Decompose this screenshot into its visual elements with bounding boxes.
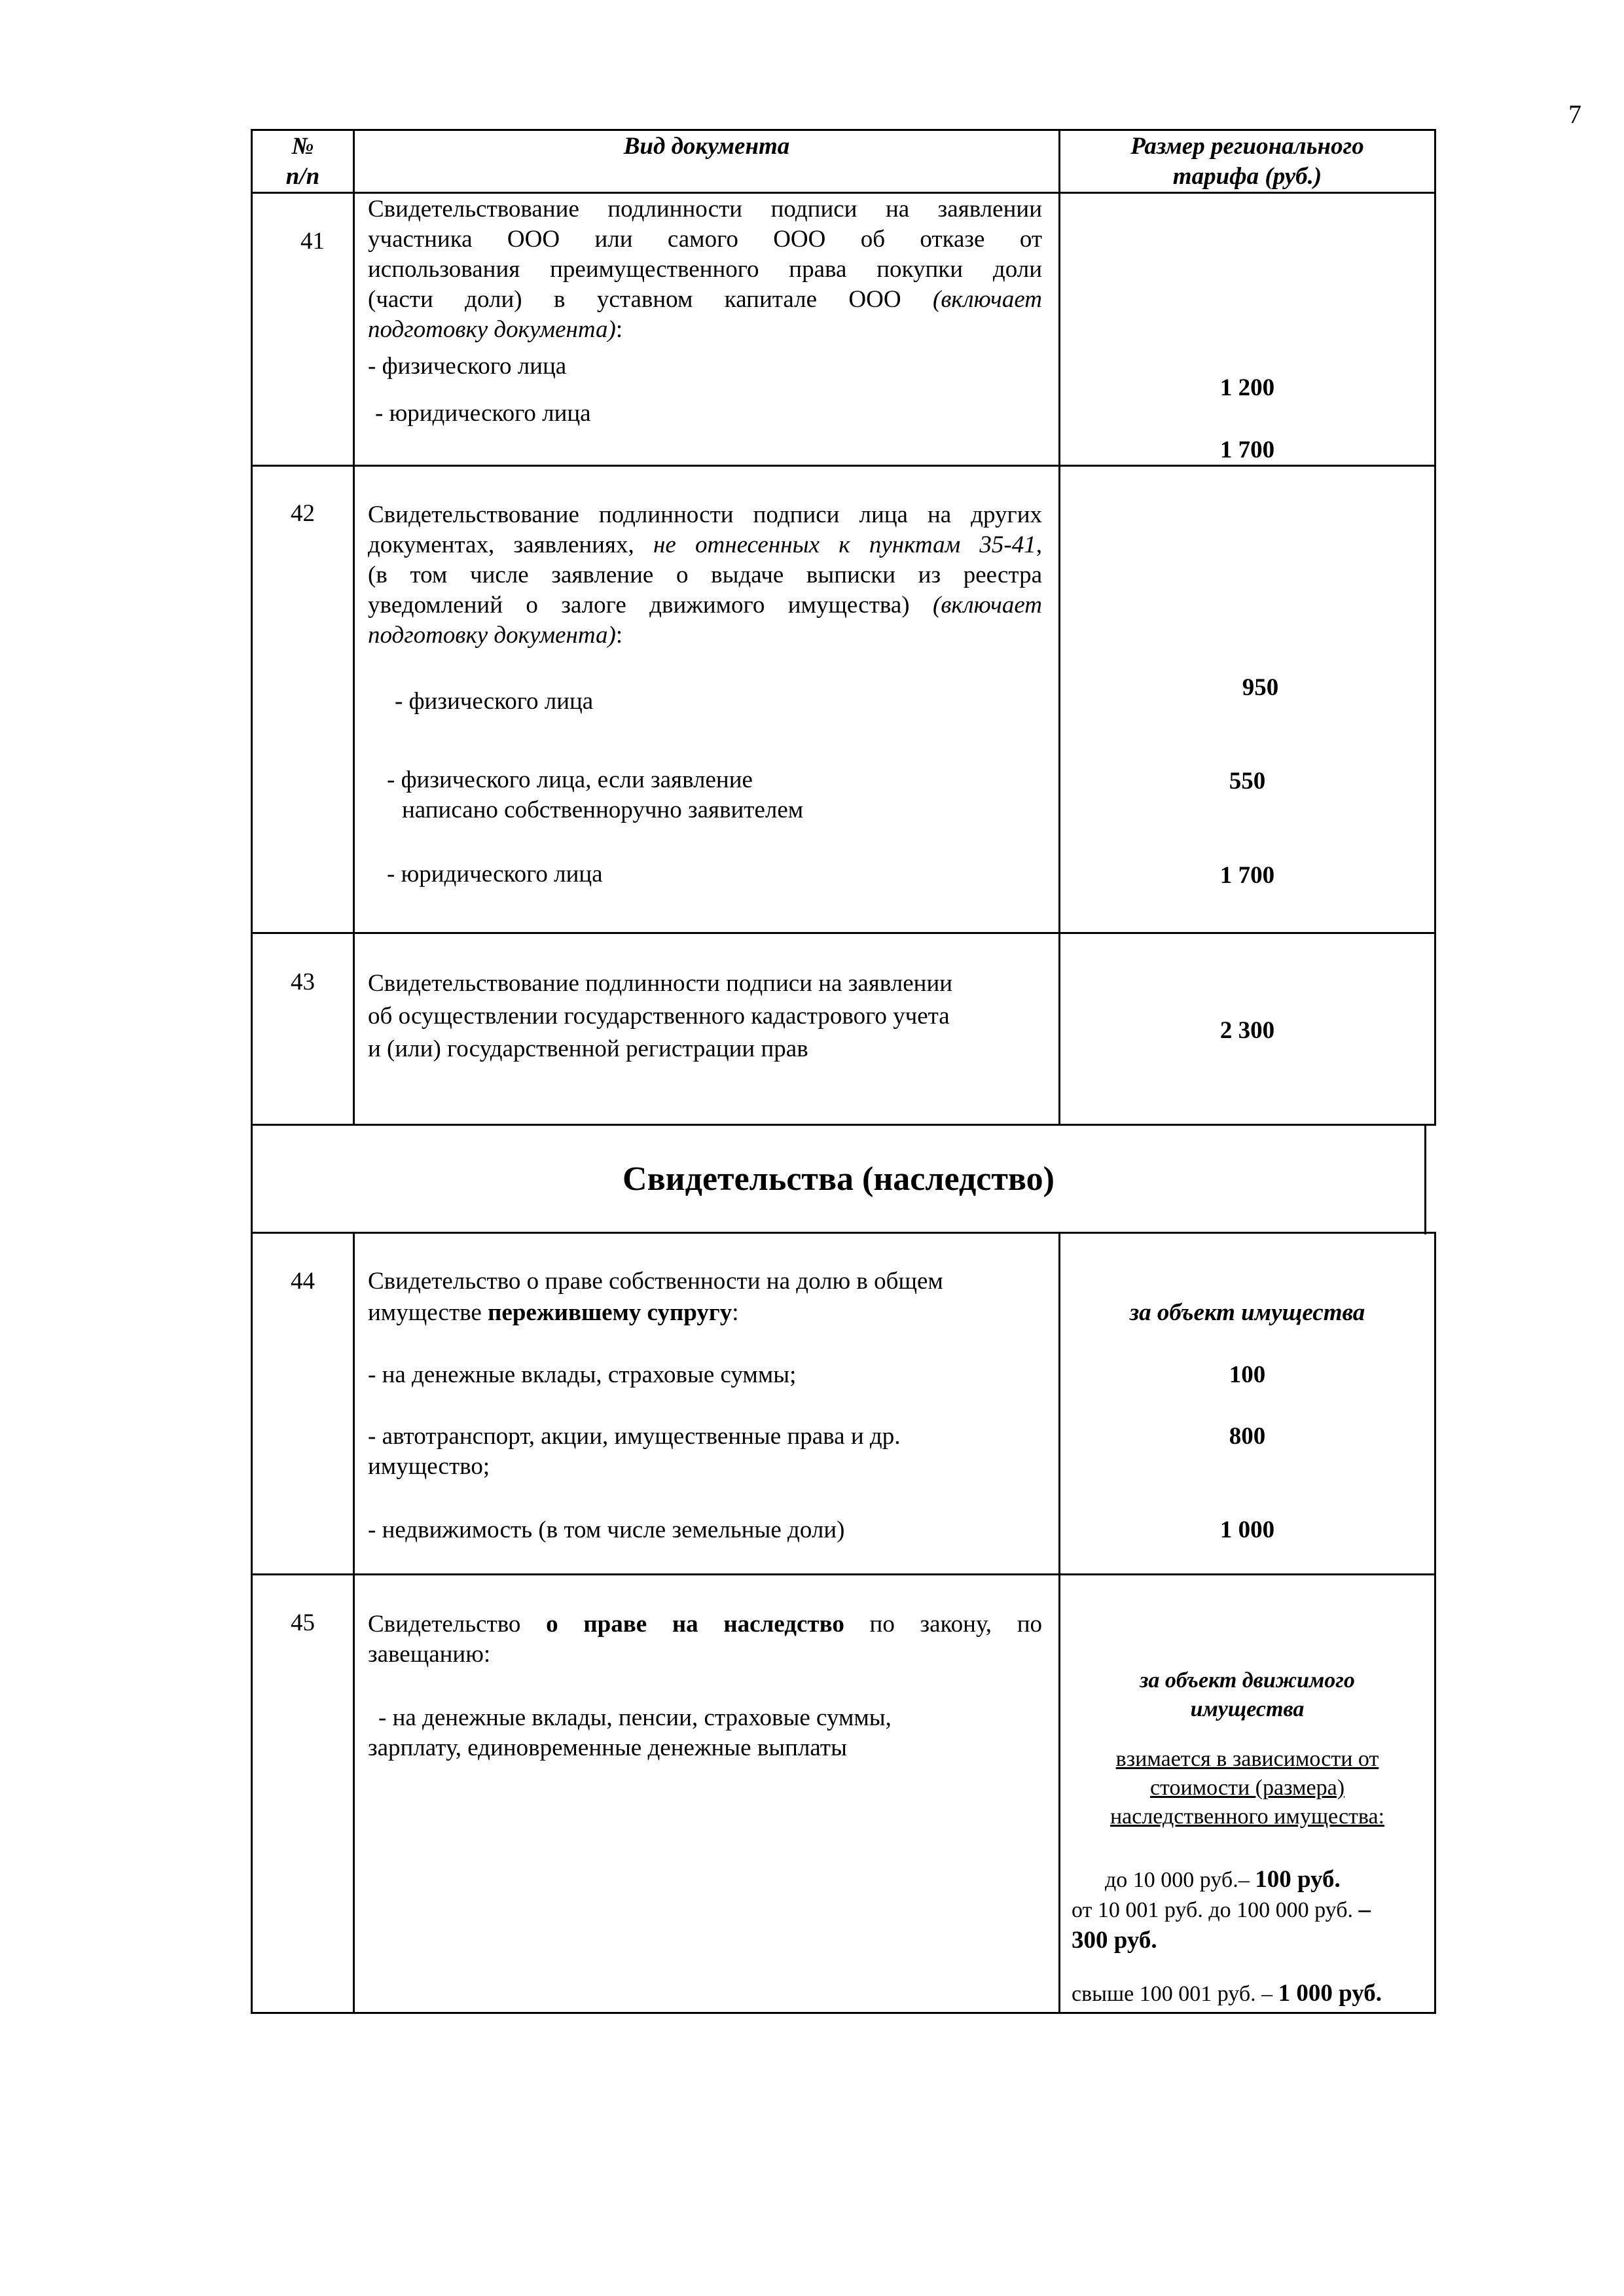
row-45-tier-2 [1072,1895,1371,1925]
table-border-bottom [251,2012,1436,2014]
row-45-desc-bold: о праве на наследство [546,1611,844,1638]
table-border-right-upper [1434,130,1436,1125]
row-41-desc-text: (части доли) в уставном капитале ООО [368,286,933,313]
row-45-unit-line2: имущества [1190,1697,1305,1721]
col-divider-1-upper [353,130,355,1125]
row-41-value-legal: 1 700 [1219,437,1275,463]
row-42-desc-italic: подготовку документа) [368,622,616,649]
row-42-item-legal: - юридического лица [387,861,603,888]
header-num-symbol: № [291,133,314,160]
row-45-desc-text: по закону, по [844,1611,1042,1638]
row-42-value-individual: 950 [1242,674,1279,701]
header-tariff-line1: Размер регионального [1130,133,1364,160]
row-45-desc-text: Свидетельство [368,1611,547,1638]
row-45-tier-2-dash: – [1358,1896,1371,1923]
row-42-desc-italic: (включает [933,592,1042,619]
row-42-item-individual-handwritten-cont: написано собственноручно заявителем [402,797,804,823]
row-44-item-realty: - недвижимость (в том числе земельные доли) [368,1516,845,1543]
row-45-tier-1 [1105,1865,1341,1895]
row-44-desc-text: имуществе [368,1299,488,1326]
row-41-desc-line: использования преимущественного права покупки доли [368,256,1042,283]
row-45-tier-1-text: до 10 000 руб.– [1105,1868,1255,1892]
row-45-tier-3 [1072,1979,1382,2009]
row-44-unit: за объект имущества [1129,1299,1365,1326]
row-42-number: 42 [291,500,315,527]
row-44-item-vehicles: - автотранспорт, акции, имущественные права и др. [368,1423,901,1450]
row-42-value-handwritten: 550 [1229,768,1266,795]
row-43-number: 43 [291,969,315,996]
row-44-item-deposits: - на денежные вклады, страховые суммы; [368,1361,797,1388]
header-doc-type: Вид документа [623,133,790,160]
row-42-item-individual-handwritten: - физического лица, если заявление [387,766,753,793]
row-41-value-individual: 1 200 [1219,374,1275,401]
row-41-item-legal: - юридического лица [375,400,591,427]
row-43-desc-line: и (или) государственной регистрации прав [368,1035,808,1062]
row-42-item-individual: - физического лица [395,688,594,715]
row-42-desc-italic: не отнесенных к пунктам 35-41, [653,531,1042,558]
row-41-desc-line: Свидетельствование подлинности подписи на заявлении [368,196,1042,223]
row-41-desc-italic: (включает [933,286,1042,313]
row-44-value-vehicles: 800 [1229,1423,1266,1450]
header-bottom-border [251,192,1436,194]
row-44-bottom-border [251,1573,1436,1575]
row-45-desc-line [368,1609,1042,1640]
row-45-tier-1-value: 100 руб. [1255,1866,1341,1893]
table-border-left [251,130,253,2013]
row-44-desc-text: : [732,1299,739,1326]
col-divider-2-lower [1058,1233,1060,2013]
row-42-desc-text: : [615,622,623,649]
row-41-desc-text: : [615,316,623,343]
row-42-desc-text: документах, заявлениях, [368,531,653,558]
row-44-item-vehicles-cont: имущество; [368,1453,490,1480]
row-45-tier-3-value: 1 000 руб. [1278,1980,1382,2007]
row-42-value-legal: 1 700 [1219,862,1275,889]
row-42-description [368,500,1042,651]
row-45-unit-line1: за объект движимого [1140,1668,1355,1693]
row-42-desc-line: Свидетельствование подлинности подписи лица на других [368,501,1042,528]
row-45-item-deposits-cont: зарплату, единовременные денежные выплаты [368,1734,847,1761]
row-45-description [368,1609,1042,1670]
row-42-desc-line [368,590,1042,620]
header-num-label: п/п [285,163,320,190]
row-41-desc-line [368,285,1042,315]
section-bottom-border [251,1232,1436,1234]
row-44-desc-line: Свидетельство о праве собственности на долю в общем [368,1268,943,1295]
row-45-tier-3-text: свыше 100 001 руб. – [1072,1982,1278,2006]
row-42-bottom-border [251,932,1436,934]
row-45-condition-line2: стоимости (размера) [1149,1776,1345,1800]
row-42-desc-text: уведомлений о залоге движимого имущества) [368,592,933,619]
row-41-desc-italic: подготовку документа) [368,316,616,343]
row-44-value-realty: 1 000 [1219,1516,1275,1543]
row-43-desc-line: об осуществлении государственного кадастрового учета [368,1003,950,1030]
col-divider-2-upper [1058,130,1060,1125]
row-45-tier-2-text: от 10 001 руб. до 100 000 руб. [1072,1898,1359,1922]
row-44-desc-bold: пережившему супругу [488,1299,732,1326]
row-43-value: 2 300 [1219,1017,1275,1044]
row-42-desc-line [368,530,1042,560]
table-border-right-section [1424,1124,1426,1234]
row-41-desc-line: участника ООО или самого ООО об отказе от [368,226,1042,253]
row-41-item-individual: - физического лица [368,353,567,380]
table-border-right-lower [1434,1233,1436,2013]
row-45-condition-line1: взимается в зависимости от [1115,1747,1379,1771]
col-divider-1-lower [353,1233,355,2013]
table-border-top [251,129,1436,131]
page-number: 7 [1568,99,1581,129]
row-45-number: 45 [291,1609,315,1636]
row-41-number: 41 [300,228,325,255]
row-45-condition-line3: наследственного имущества: [1110,1804,1385,1829]
row-42-desc-line: (в том числе заявление о выдаче выписки из реестра [368,562,1042,588]
row-45-item-deposits: - на денежные вклады, пенсии, страховые суммы, [378,1704,892,1731]
row-41-desc-line [368,315,1042,345]
row-43-desc-line: Свидетельствование подлинности подписи на заявлении [368,970,953,997]
section-title: Свидетельства (наследство) [623,1160,1055,1198]
row-44-value-deposits: 100 [1229,1361,1266,1388]
row-45-tier-2-value: 300 руб. [1072,1927,1157,1954]
row-45-desc-line: завещанию: [368,1641,491,1668]
header-tariff-line2: тарифа (руб.) [1172,163,1322,190]
row-44-number: 44 [291,1268,315,1295]
row-44-desc-line [368,1298,739,1328]
row-42-desc-line [368,620,1042,651]
row-43-bottom-border [251,1124,1436,1126]
row-41-description [368,194,1042,345]
